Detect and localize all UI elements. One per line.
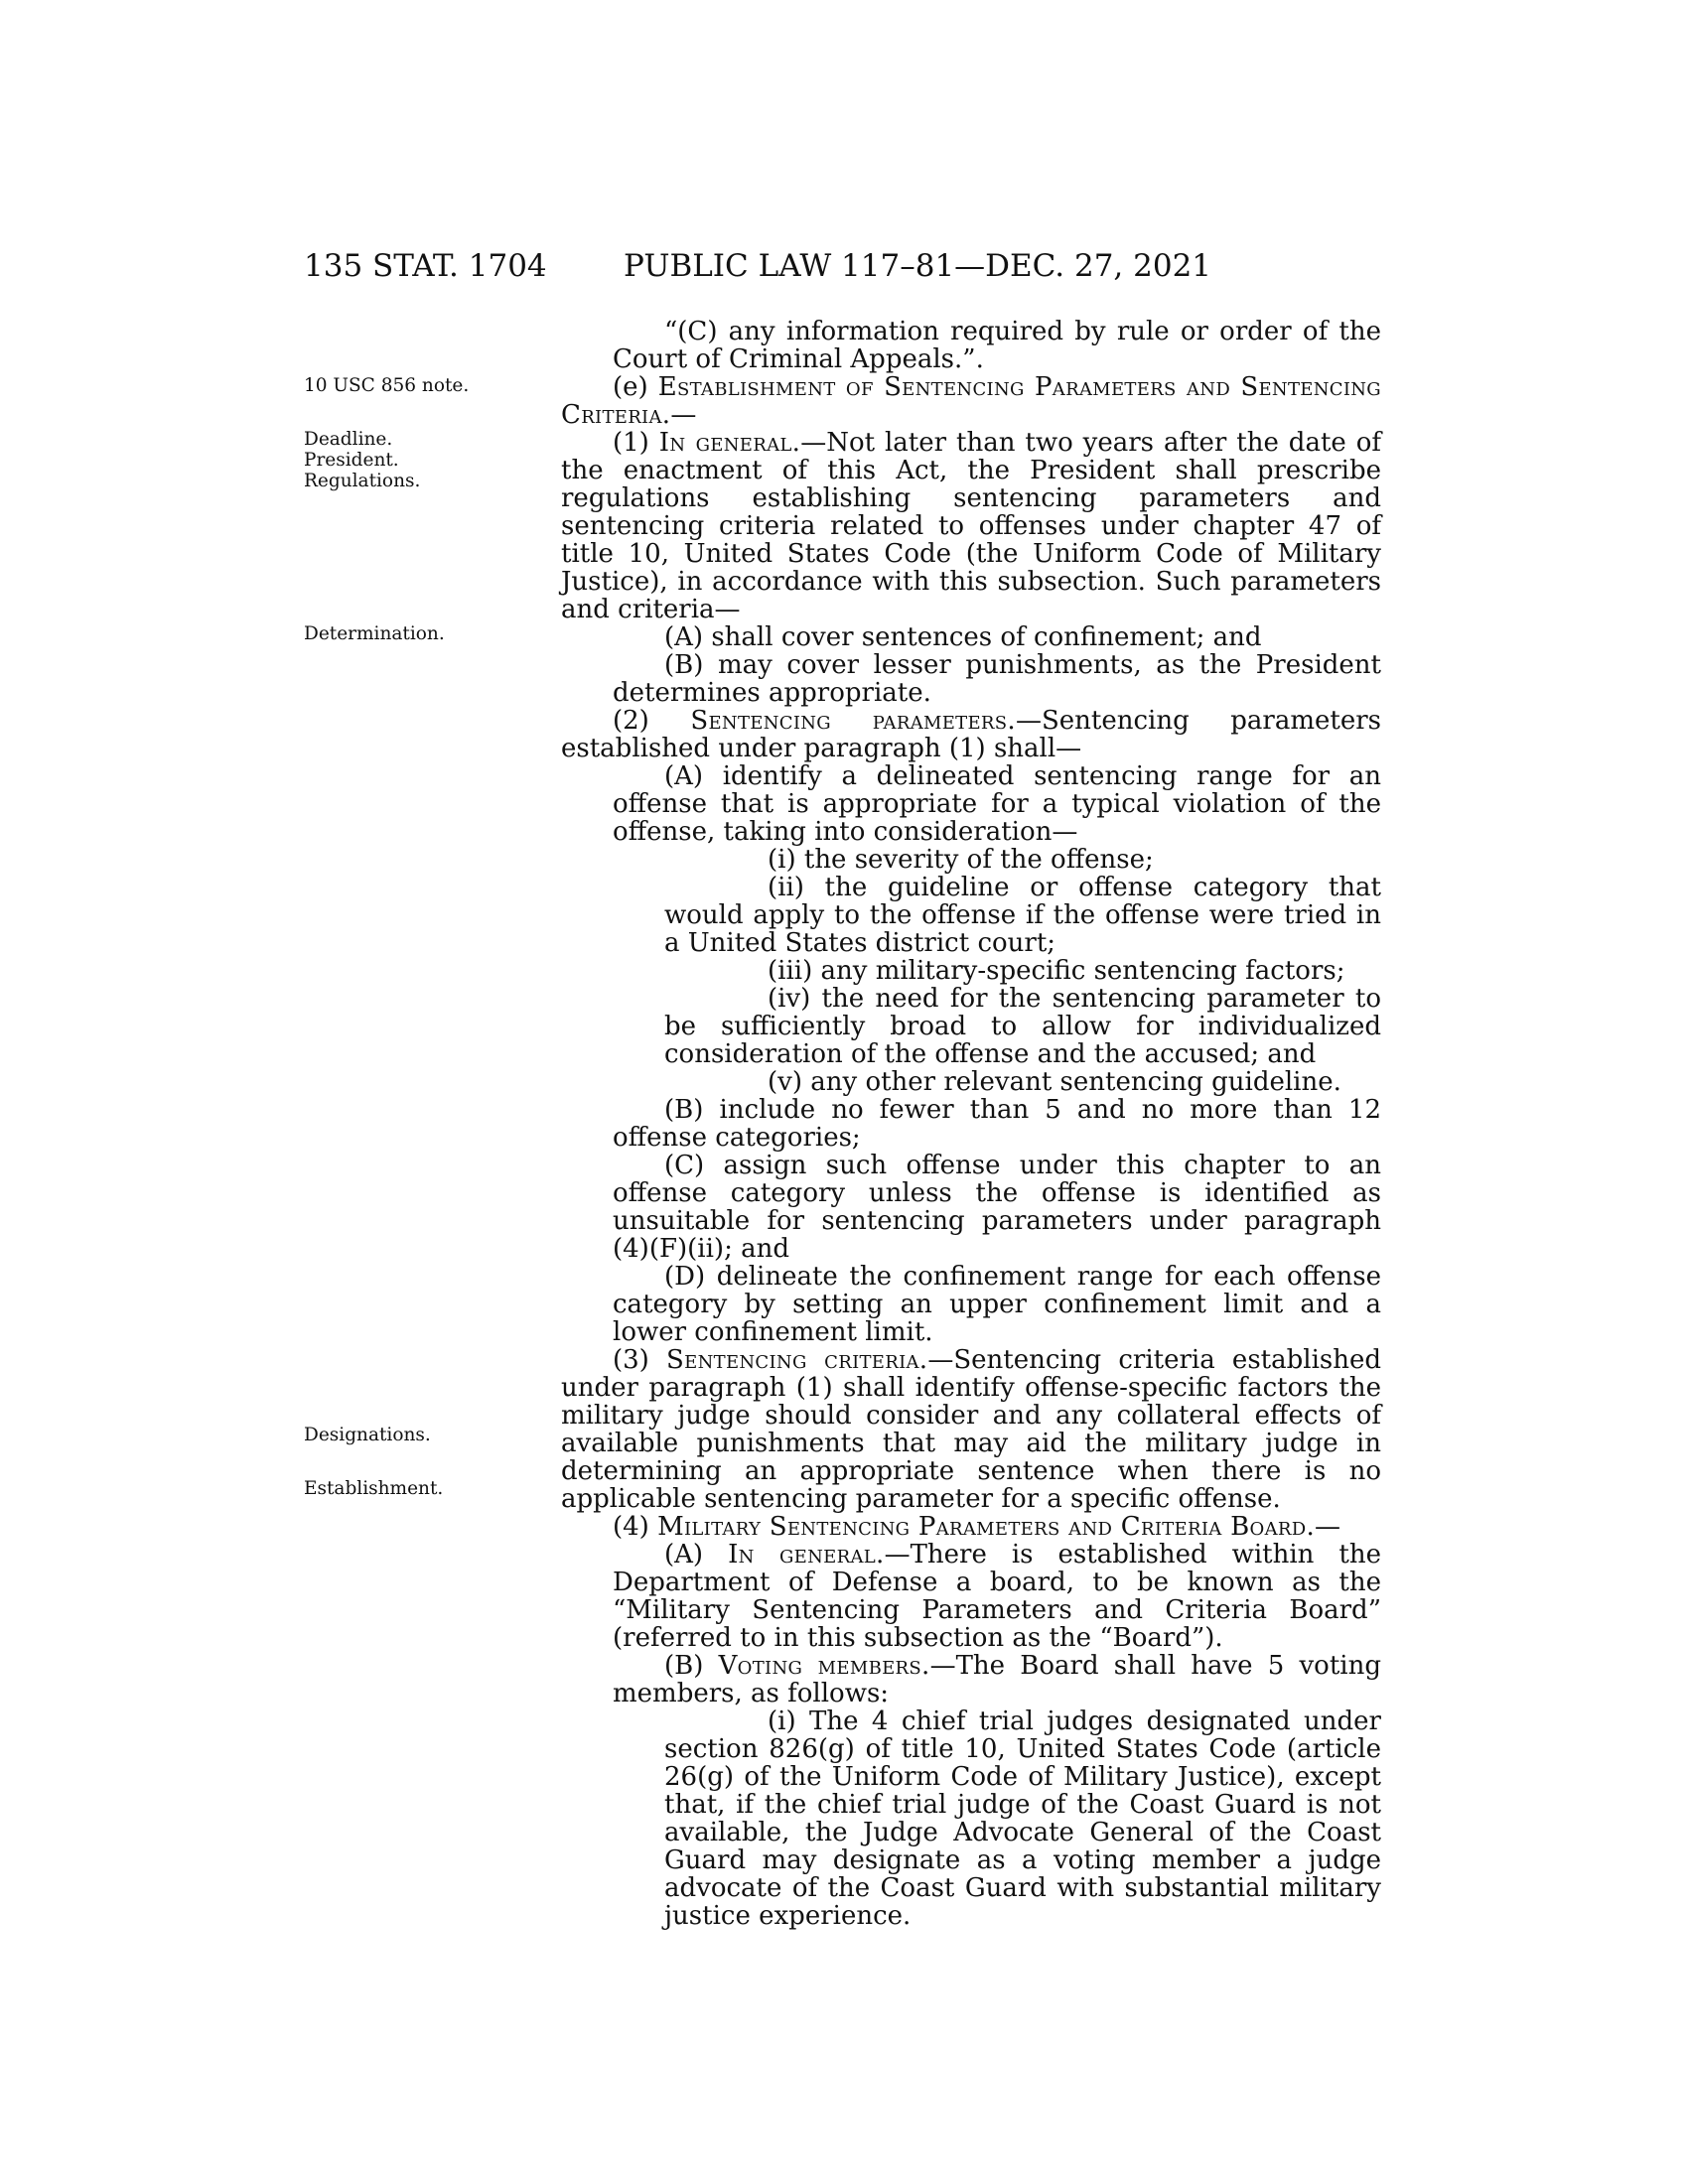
paragraph-1: (1) In general.—Not later than two years after the date of the enactment of this Act, the President shall prescribe regulations establishing sentencing parameters and sentencing criteria related to offenses under chapter 47 of title 10, United States Code (the Uniform Code of Military Justice), in accordance with this subsection. Such parameters and criteria— [561, 428, 1381, 624]
page-title: PUBLIC LAW 117–81—DEC. 27, 2021 [624, 248, 1212, 284]
paragraph-2-c: (C) assign such offense under this chapter to an offense category unless the offense is identified as unsuitable for sentencing parameters under paragraph (4)(F)(ii); and [613, 1151, 1381, 1264]
margin-note-designations: Designations. [304, 1425, 431, 1445]
paragraph-3: (3) Sentencing criteria.—Sentencing criteria established under paragraph (1) shall identify offense-specific factors the military judge should consider and any collateral effects of available punishments that may aid the military judge in determining an appropriate sentence when there is no applicable sentencing parameter for a specific offense. [561, 1345, 1382, 1514]
paragraph-2-a-i: (i) the severity of the offense; [768, 845, 1154, 875]
margin-note-determination: Determination. [304, 623, 445, 644]
paragraph-2-a-v: (v) any other relevant sentencing guideline. [768, 1067, 1341, 1097]
paragraph-1-b: (B) may cover lesser punishments, as the President determines appropriate. [613, 650, 1381, 708]
margin-note-deadline-group [304, 429, 420, 491]
paragraph-2-d: (D) delineate the confinement range for each offense category by setting an upper confinement limit and a lower confinement limit. [613, 1262, 1381, 1347]
paragraph-2-b: (B) include no fewer than 5 and no more than 12 offense categories; [613, 1095, 1381, 1153]
margin-note-establishment: Establishment. [304, 1478, 444, 1499]
paragraph-2-a-ii: (ii) the guideline or offense category that would apply to the offense if the offense were tried in a United States district court; [664, 873, 1381, 958]
margin-note-deadline: Deadline. [304, 429, 393, 450]
paragraph-2-a: (A) identify a delineated sentencing range for an offense that is appropriate for a typical violation of the offense, taking into consideration— [613, 761, 1381, 847]
page-stat-reference: 135 STAT. 1704 [304, 248, 547, 284]
paragraph-1-a: (A) shall cover sentences of confinement; and [664, 622, 1262, 652]
paragraph-2-a-iv: (iv) the need for the sentencing parameter to be sufficiently broad to allow for individualized consideration of the offense and the accused; and [664, 984, 1381, 1069]
paragraph-2-a-iii: (iii) any military-specific sentencing factors; [768, 956, 1345, 986]
subsection-e-heading: (e) Establishment of Sentencing Parameters and Sentencing Criteria.— [561, 372, 1381, 430]
paragraph-4-a: (A) In general.—There is established within the Department of Defense a board, to be known as the “Military Sentencing Parameters and Criteria Board” (referred to in this subsection as the “Board”). [613, 1540, 1382, 1653]
margin-note-president: President. [304, 450, 399, 471]
paragraph-4-heading: (4) Military Sentencing Parameters and Criteria Board.— [613, 1512, 1341, 1542]
statute-body [561, 318, 1381, 1930]
paragraph-2: (2) Sentencing parameters.—Sentencing parameters established under paragraph (1) shall— [561, 706, 1381, 763]
paragraph-4-b: (B) Voting members.—The Board shall have 5 voting members, as follows: [613, 1651, 1381, 1708]
paragraph-4-b-i: (i) The 4 chief trial judges designated under section 826(g) of title 10, United States Code (article 26(g) of the Uniform Code of Military Justice), except that, if the chief trial judge of the Coast Guard is not available, the Judge Advocate General of the Coast Guard may designate as a voting member a judge advocate of the Coast Guard with substantial military justice experience. [664, 1706, 1381, 1931]
margin-note-regulations: Regulations. [304, 471, 421, 491]
margin-note-usc: 10 USC 856 note. [304, 375, 470, 396]
clause-c-info: “(C) any information required by rule or order of the Court of Criminal Appeals.”. [613, 317, 1381, 374]
